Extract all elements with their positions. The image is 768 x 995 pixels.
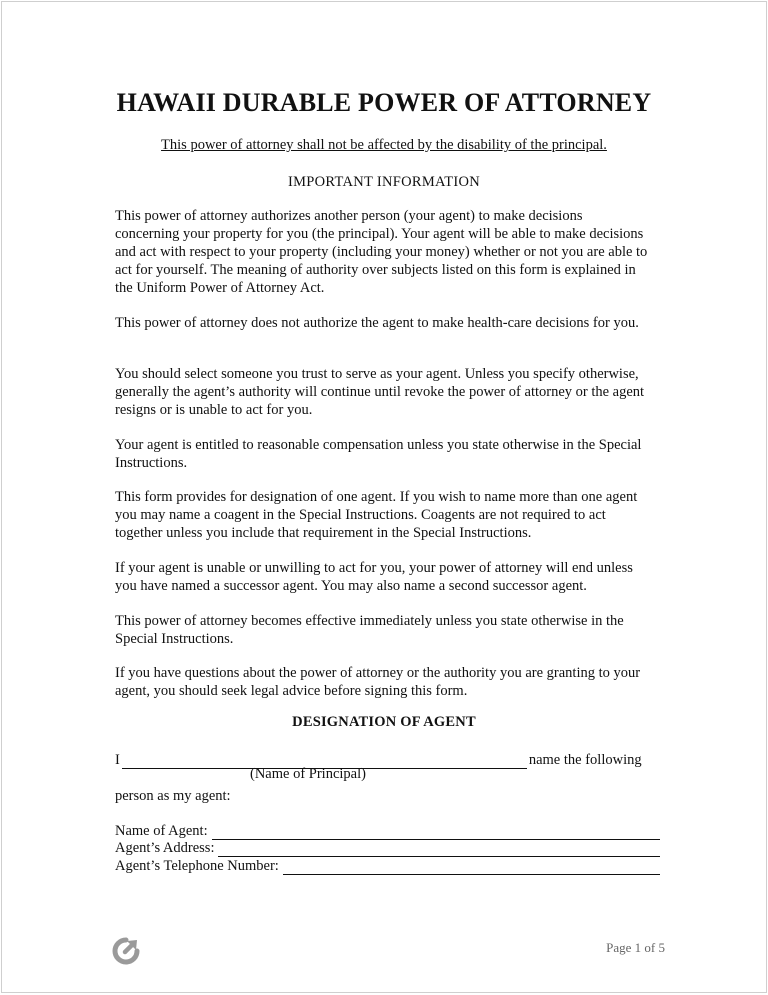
principal-name-row	[115, 751, 660, 769]
paragraph-health-care: This power of attorney does not authorize the agent to make health-care decisions for you.	[115, 315, 639, 331]
principal-suffix: name the following	[528, 752, 642, 768]
paragraph-compensation: Your agent is entitled to reasonable compensation unless you state otherwise in the Special Instructions.	[115, 437, 642, 471]
agent-name-row	[115, 822, 660, 840]
principal-prefix: I	[115, 752, 120, 768]
designation-of-agent-heading: DESIGNATION OF AGENT	[292, 714, 476, 730]
important-information-heading: IMPORTANT INFORMATION	[287, 174, 481, 190]
paragraph-select-agent: You should select someone you trust to serve as your agent. Unless you specify otherwise, generally the agent’s authority will continue until revoke the power of attorney or the agent resigns or is unable to act for you.	[115, 366, 645, 418]
agent-phone-field[interactable]	[283, 860, 660, 875]
agent-phone-label: Agent’s Telephone Number:	[115, 858, 279, 874]
arrow-logo-icon	[112, 937, 140, 965]
paragraph-successor: If your agent is unable or unwilling to act for you, your power of attorney will end unless you have named a successor agent. You may also name a second successor agent.	[115, 560, 633, 594]
document-subtitle: This power of attorney shall not be affected by the disability of the principal.	[161, 137, 607, 153]
paragraph-effective: This power of attorney becomes effective immediately unless you state otherwise in the Special Instructions.	[115, 613, 624, 647]
agent-address-row	[115, 839, 660, 857]
document-title: HAWAII DURABLE POWER OF ATTORNEY	[116, 88, 652, 117]
page-number: Page 1 of 5	[606, 940, 665, 955]
agent-name-label: Name of Agent:	[115, 823, 208, 839]
agent-address-label: Agent’s Address:	[115, 840, 215, 856]
agent-address-field[interactable]	[218, 842, 660, 857]
paragraph-authorization: This power of attorney authorizes another person (your agent) to make decisions concerning your property for you (the principal). Your agent will be able to make decisions and act with respect to your property (including your money) whether or not you are able to act for yourself. The meaning of authority over subjects listed on this form is explained in the Uniform Power of Attorney Act.	[115, 208, 648, 296]
principal-name-caption: (Name of Principal)	[250, 766, 366, 782]
agent-phone-row	[115, 857, 660, 875]
agent-name-field[interactable]	[212, 825, 660, 840]
agent-intro: person as my agent:	[115, 788, 231, 804]
paragraph-coagent: This form provides for designation of one agent. If you wish to name more than one agent you may name a coagent in the Special Instructions. Coagents are not required to act together unless you include that requirement in the Special Instructions.	[115, 489, 638, 541]
paragraph-legal-advice: If you have questions about the power of attorney or the authority you are granting to your agent, you should seek legal advice before signing this form.	[115, 665, 641, 699]
document-page	[1, 1, 767, 993]
